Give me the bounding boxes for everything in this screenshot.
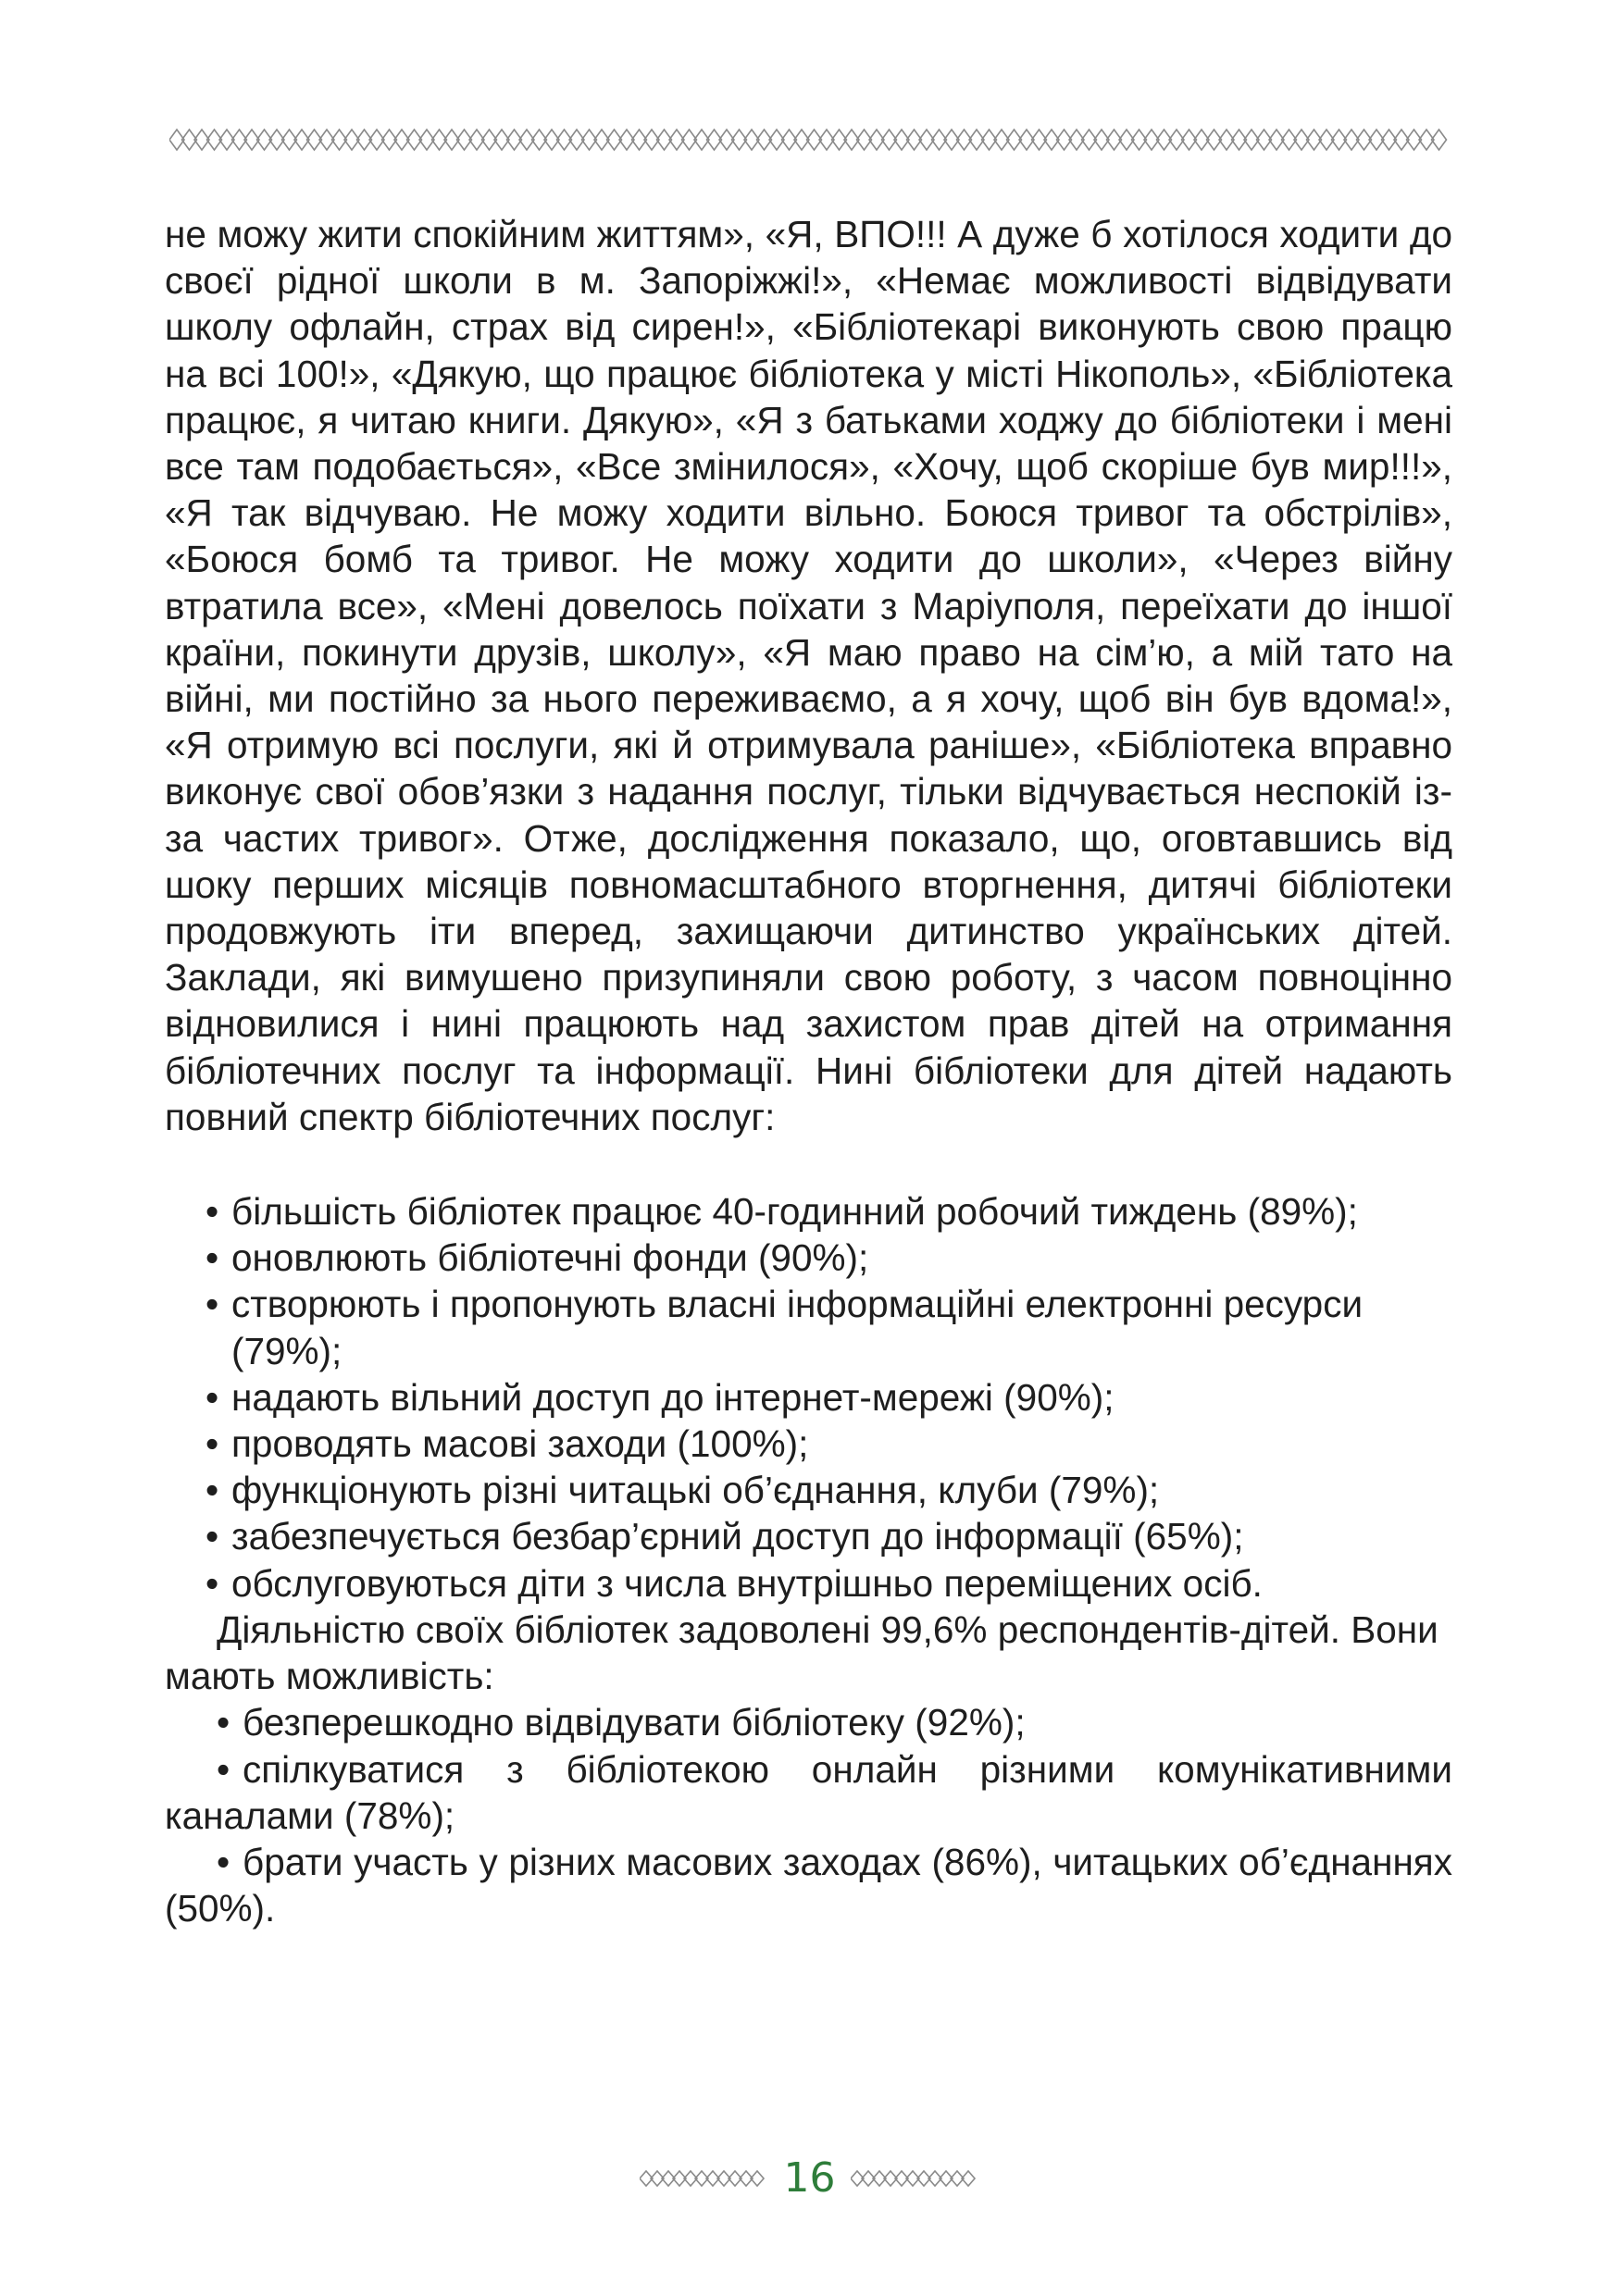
footer-ornament-right (851, 2169, 980, 2188)
list-item: • безперешкодно відвідувати бібліотеку (92%); (165, 1699, 1452, 1745)
bullet-icon: • (205, 1469, 219, 1512)
body-paragraph: не можу жити спокійним життям», «Я, ВПО!!! А дуже б хотілося ходити до своєї рідної школи в м. Запоріжжі!», «Немає можливості відвідувати школу офлайн, страх від сирен!», «Бібліотекарі виконують свою працю на всі 100!», «Дякую, що працює бібліотека у місті Нікополь», «Бібліотека працює, я читаю книги. Дякую», «Я з батьками ходжу до бібліотеки і мені все там подобається», «Все змінилося», «Хочу, щоб скоріше був мир!!!», «Я так відчуваю. Не можу ходити вільно. Боюся тривог та обстрілів», «Боюся бомб та тривог. Не можу ходити до школи», «Через війну втратила все», «Мені довелось поїхати з Маріуполя, переїхати до іншої країни, покинути друзів, школу», «Я маю право на сім’ю, а мій тато на війні, ми постійно за нього переживаємо, а я хочу, щоб він був вдома!», «Я отримую всі послуги, які й отримувала раніше», «Бібліотека вправно виконує свої обов’язки з надання послуг, тільки відчувається неспокій із-за частих тривог». Отже, дослідження показало, що, оговтавшись від шоку перших місяців повномасштабного вторгнення, дитячі бібліотеки продовжують іти вперед, захищаючи дитинство українських дітей. Заклади, які вимушено призупиняли свою роботу, з часом повноцінно відновилися і нині працюють над захистом прав дітей на отримання бібліотечних послуг та інформації. Нині бібліотеки для дітей надають повний спектр бібліотечних послуг: (165, 213, 1452, 1138)
bullet-icon: • (205, 1422, 219, 1466)
bullet-icon: • (205, 1236, 219, 1280)
bullet-icon: • (217, 1840, 230, 1883)
page-number: 16 (783, 2154, 836, 2202)
page-content (165, 211, 1452, 1931)
top-ornament-border (169, 128, 1452, 152)
list-item: • обслуговуються діти з числа внутрішньо переміщених осіб. (165, 1560, 1452, 1607)
list-item: • більшість бібліотек працює 40-годинний робочий тиждень (89%); (165, 1188, 1452, 1235)
bullet-icon: • (205, 1375, 219, 1419)
bullet-icon: • (217, 1701, 230, 1744)
services-list (165, 1188, 1452, 1607)
bullet-icon: • (205, 1283, 219, 1326)
list-item: • функціонують різні читацькі об’єднання, клуби (79%); (165, 1467, 1452, 1513)
page-footer (0, 2151, 1619, 2206)
list-item: • брати участь у різних масових заходах (86%), читацьких об’єднаннях (50%). (165, 1840, 1452, 1930)
bullet-icon: • (205, 1515, 219, 1558)
bullet-icon: • (205, 1190, 219, 1234)
list-item: • надають вільний доступ до інтернет-мережі (90%); (165, 1374, 1452, 1421)
list-item: • забезпечується безбар’єрний доступ до інформації (65%); (165, 1513, 1452, 1559)
satisfaction-paragraph: Діяльністю своїх бібліотек задоволені 99,6% респондентів-дітей. Вони мають можливість: (165, 1607, 1438, 1698)
list-item: • оновлюють бібліотечні фонди (90%); (165, 1235, 1452, 1281)
list-item: • проводять масові заходи (100%); (165, 1421, 1452, 1467)
bullet-icon: • (205, 1561, 219, 1605)
opportunities-list (165, 1699, 1452, 1931)
footer-ornament-left (640, 2169, 769, 2188)
list-item: • створюють і пропонують власні інформаційні електронні ресурси (79%); (205, 1283, 1364, 1372)
bullet-icon: • (217, 1747, 230, 1791)
list-item: • спілкуватися з бібліотекою онлайн різними комунікативними каналами (78%); (165, 1747, 1452, 1837)
